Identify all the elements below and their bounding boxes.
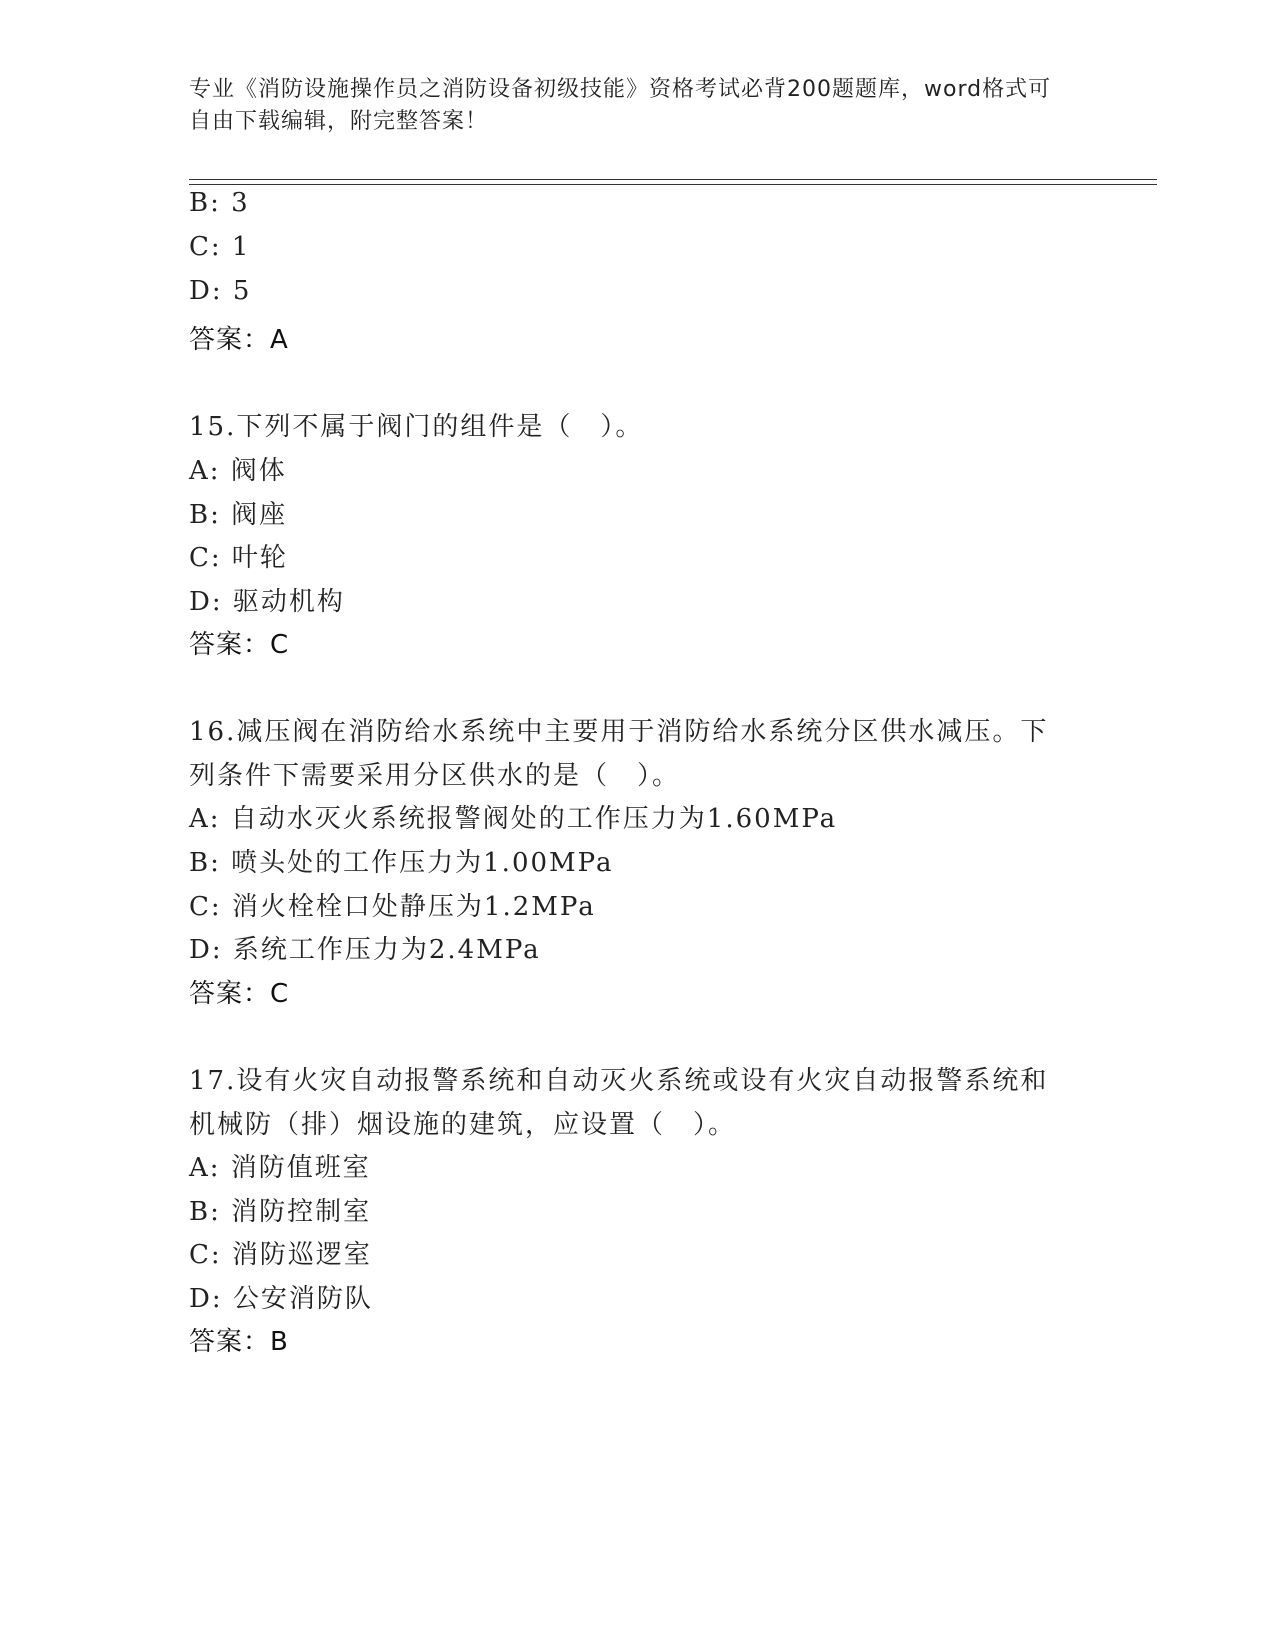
q15-option-a: A: 阀体 xyxy=(189,456,287,486)
q16-stem-line2: 列条件下需要采用分区供水的是（ ）。 xyxy=(189,761,681,791)
q17-option-d: D: 公安消防队 xyxy=(189,1284,373,1314)
header-divider-bottom xyxy=(189,184,1157,185)
q15-answer: 答案：C xyxy=(189,630,290,660)
q17-answer: 答案：B xyxy=(189,1327,289,1357)
document-header-title: 专业《消防设施操作员之消防设备初级技能》资格考试必背200题题库，word格式可自由下载编辑，附完整答案！ xyxy=(189,77,1052,134)
q16-stem-line1: 16.减压阀在消防给水系统中主要用于消防给水系统分区供水减压。下 xyxy=(189,717,1049,747)
q17-option-b: B: 消防控制室 xyxy=(189,1197,372,1227)
q17-option-a: A: 消防值班室 xyxy=(189,1153,371,1183)
q14-option-d: D: 5 xyxy=(189,276,252,306)
q16-option-a: A: 自动水灭火系统报警阀处的工作压力为1.60MPa xyxy=(189,804,838,834)
q16-option-c: C: 消火栓栓口处静压为1.2MPa xyxy=(189,892,596,922)
q17-option-c: C: 消防巡逻室 xyxy=(189,1240,372,1270)
q16-option-b: B: 喷头处的工作压力为1.00MPa xyxy=(189,848,614,878)
header-divider-top xyxy=(189,179,1157,180)
q15-stem: 15.下列不属于阀门的组件是（ ）。 xyxy=(189,412,644,442)
q14-option-c: C: 1 xyxy=(189,232,251,262)
q17-stem-line2: 机械防（排）烟设施的建筑，应设置（ ）。 xyxy=(189,1110,737,1140)
q17-stem-line1: 17.设有火灾自动报警系统和自动灭火系统或设有火灾自动报警系统和 xyxy=(189,1066,1049,1096)
q15-option-d: D: 驱动机构 xyxy=(189,587,345,617)
q16-answer: 答案：C xyxy=(189,979,290,1009)
q15-option-c: C: 叶轮 xyxy=(189,543,288,573)
q15-option-b: B: 阀座 xyxy=(189,500,288,530)
q14-answer: 答案：A xyxy=(189,325,289,355)
q14-option-b: B: 3 xyxy=(189,188,250,218)
q16-option-d: D: 系统工作压力为2.4MPa xyxy=(189,935,541,965)
